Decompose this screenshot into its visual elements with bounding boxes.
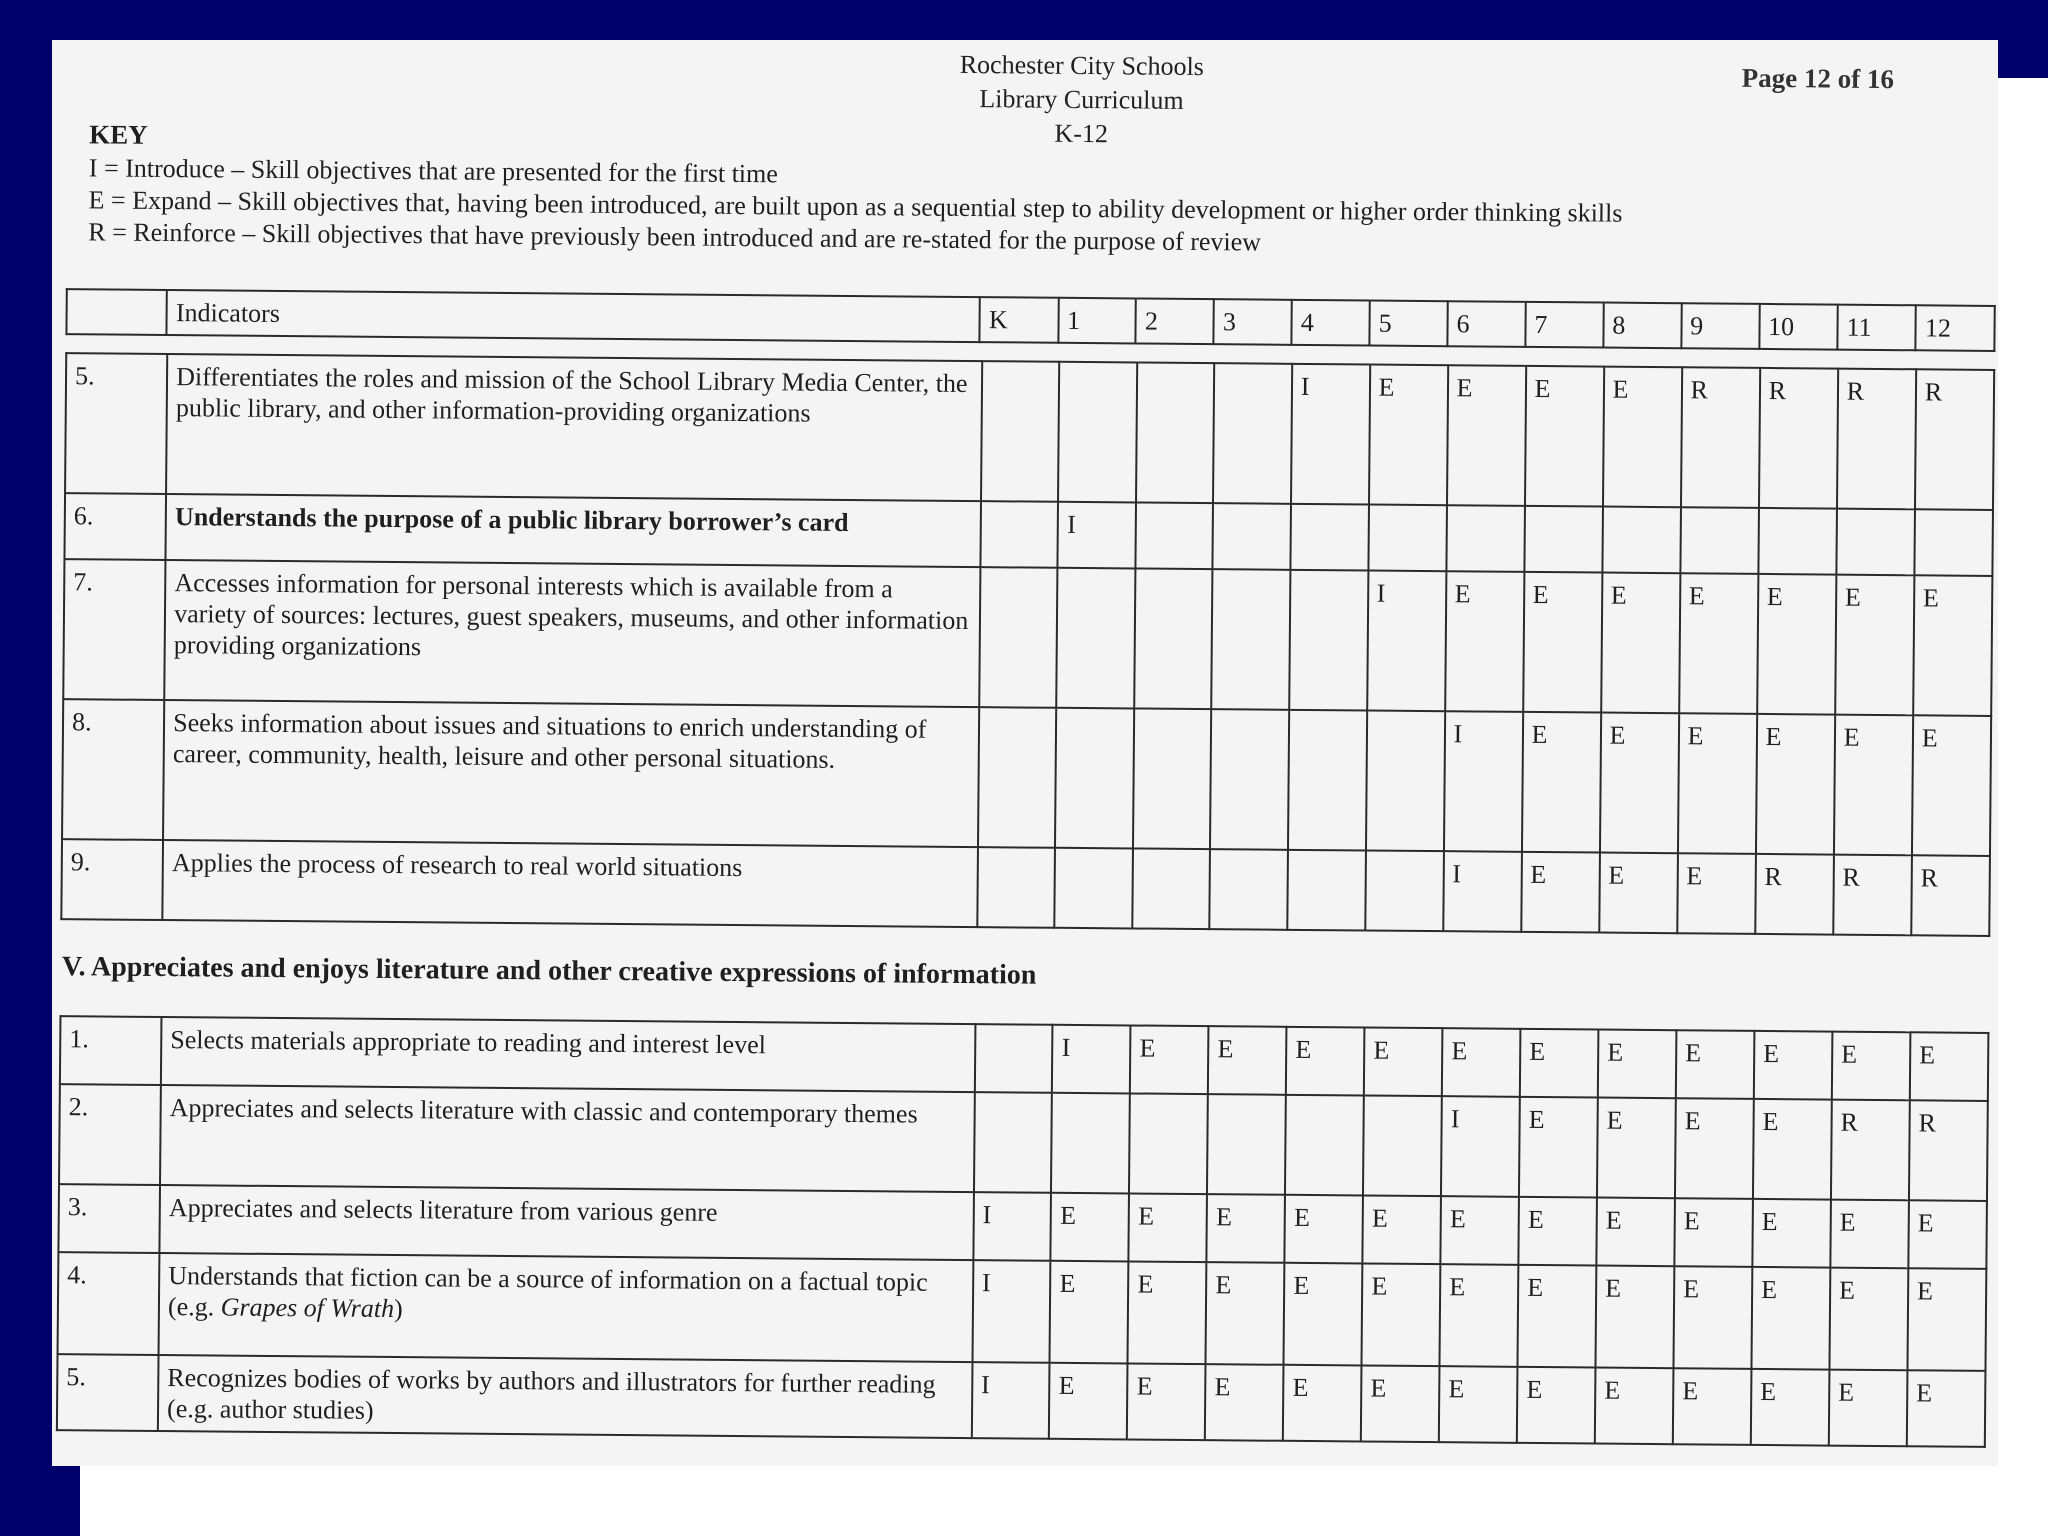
grade-mark-cell: E: [1127, 1363, 1206, 1440]
grade-mark-cell: E: [1368, 365, 1447, 506]
grade-mark-cell: [1368, 505, 1447, 572]
grade-mark-cell: E: [1835, 575, 1914, 716]
grade-mark-cell: E: [1517, 1367, 1596, 1444]
table-row: [63, 559, 1992, 716]
grade-mark-cell: E: [1439, 1366, 1518, 1443]
row-number: 6.: [64, 493, 166, 560]
row-number: 5.: [57, 1354, 159, 1431]
grade-mark-cell: R: [1755, 854, 1834, 935]
grade-mark-cell: E: [1049, 1363, 1128, 1440]
grade-mark-cell: E: [1364, 1027, 1443, 1096]
header-line-curriculum: Library Curriculum: [979, 84, 1184, 115]
grade-mark-cell: [1134, 568, 1213, 709]
grade-mark-cell: [975, 1024, 1053, 1093]
grade-mark-cell: [979, 567, 1058, 708]
grade-mark-cell: I: [972, 1362, 1050, 1439]
grade-mark-cell: E: [1519, 1097, 1598, 1198]
key-reinforce: R = Reinforce – Skill objectives that have previously been introduced and are re-stated for the purpose of review: [88, 217, 1262, 257]
grade-mark-cell: E: [1832, 1032, 1911, 1101]
grade-mark-cell: [1051, 1093, 1130, 1194]
grade-mark-cell: [1602, 507, 1681, 574]
grade-mark-cell: E: [1283, 1365, 1362, 1442]
grade-mark-cell: E: [1674, 1198, 1753, 1267]
grade-mark-cell: R: [1833, 855, 1912, 936]
indicator-text: Differentiates the roles and mission of the School Library Media Center, the public library, and other information-providing organizations: [166, 354, 982, 501]
grade-mark-cell: E: [1907, 1268, 1986, 1371]
grade-mark-cell: [1290, 504, 1368, 571]
grade-header-2: 2: [1136, 298, 1214, 344]
scan-content: [52, 40, 1998, 1466]
indicator-text: Understands the purpose of a public library borrower’s card: [166, 494, 981, 567]
grade-mark-cell: [1365, 850, 1444, 931]
table-row: [57, 1354, 1986, 1447]
indicator-text: Selects materials appropriate to reading and interest level: [161, 1017, 975, 1092]
grade-header-3: 3: [1214, 299, 1292, 345]
grade-mark-cell: E: [1753, 1099, 1832, 1200]
grade-mark-cell: [1680, 507, 1759, 574]
grade-mark-cell: [1914, 509, 1993, 576]
header-line-grades: K-12: [1054, 118, 1109, 149]
grade-mark-cell: [1446, 505, 1525, 572]
grade-mark-cell: [1285, 1095, 1364, 1196]
indicator-text-part: Understands that fiction can be a source of information on a factual topic (e.g.: [167, 1261, 928, 1322]
row-number: 7.: [63, 559, 165, 700]
grade-mark-cell: [1136, 362, 1215, 503]
grade-header-k: K: [980, 297, 1059, 343]
grade-mark-cell: E: [1286, 1027, 1365, 1096]
grade-mark-cell: [1129, 1093, 1208, 1194]
scanned-page: [52, 40, 1998, 1466]
grade-mark-cell: E: [1599, 853, 1678, 934]
grade-mark-cell: [1212, 569, 1291, 710]
grade-mark-cell: E: [1205, 1364, 1284, 1441]
grade-mark-cell: E: [1206, 1262, 1285, 1365]
grade-mark-cell: [981, 361, 1060, 502]
row-number: 9.: [61, 839, 163, 920]
grade-mark-cell: E: [1829, 1370, 1908, 1447]
grade-mark-cell: I: [1058, 502, 1136, 569]
row-number: 3.: [58, 1184, 160, 1253]
grade-mark-cell: E: [1673, 1368, 1752, 1445]
grade-mark-cell: [1213, 363, 1292, 504]
indicator-text: [159, 1253, 974, 1362]
grade-mark-cell: [1210, 849, 1288, 930]
grade-mark-cell: I: [1443, 711, 1522, 852]
grade-mark-cell: [978, 707, 1057, 848]
indicator-text: Seeks information about issues and situations to enrich understanding of career, community, health, leisure and other personal situations.: [163, 700, 979, 847]
header-num-cell: [66, 289, 167, 335]
grade-header-6: 6: [1447, 301, 1525, 347]
grade-mark-cell: E: [1361, 1365, 1440, 1442]
grade-header-5: 5: [1369, 301, 1447, 347]
row-number: 4.: [58, 1252, 160, 1355]
grade-mark-cell: E: [1601, 573, 1680, 714]
grade-mark-cell: E: [1440, 1264, 1519, 1367]
key-expand: E = Expand – Skill objectives that, having been introduced, are built upon as a sequential step to ability development or higher order thinking skills: [88, 185, 1623, 228]
grade-mark-cell: [1055, 848, 1133, 929]
grade-mark-cell: E: [1752, 1199, 1831, 1268]
grade-mark-cell: I: [1291, 364, 1370, 505]
grade-mark-cell: E: [1130, 1025, 1209, 1094]
grade-mark-cell: E: [1595, 1368, 1674, 1445]
grade-mark-cell: [1207, 1094, 1286, 1195]
grade-mark-cell: E: [1208, 1026, 1287, 1095]
grade-mark-cell: E: [1363, 1195, 1442, 1264]
grade-mark-cell: [1057, 568, 1136, 709]
indicator-text-part: ): [393, 1294, 403, 1324]
grade-mark-cell: E: [1596, 1266, 1675, 1369]
grade-mark-cell: E: [1754, 1031, 1833, 1100]
table-row: [61, 839, 1990, 936]
grade-mark-cell: I: [1367, 571, 1446, 712]
grade-mark-cell: [980, 501, 1058, 568]
grade-mark-cell: [1055, 708, 1134, 849]
grade-mark-cell: E: [1598, 1030, 1677, 1099]
grade-mark-cell: I: [972, 1260, 1051, 1363]
grade-mark-cell: I: [1443, 851, 1522, 932]
row-number: 2.: [59, 1084, 161, 1185]
grade-mark-cell: E: [1674, 1266, 1753, 1369]
grade-mark-cell: E: [1756, 714, 1835, 855]
grade-mark-cell: E: [1829, 1268, 1908, 1371]
header-line-school: Rochester City Schools: [959, 49, 1204, 82]
grade-mark-cell: E: [1908, 1200, 1987, 1269]
grade-mark-cell: [1363, 1095, 1442, 1196]
grade-mark-cell: E: [1051, 1193, 1130, 1262]
grade-header-4: 4: [1292, 300, 1370, 346]
grade-mark-cell: E: [1676, 1030, 1755, 1099]
grade-mark-cell: R: [1759, 368, 1838, 509]
grade-mark-cell: E: [1751, 1369, 1830, 1446]
table-row: [59, 1084, 1988, 1201]
indicator-text: Appreciates and selects literature from various genre: [159, 1185, 973, 1260]
grade-mark-cell: E: [1834, 715, 1913, 856]
grade-mark-cell: I: [1441, 1096, 1520, 1197]
grade-mark-cell: E: [1757, 574, 1836, 715]
grade-mark-cell: E: [1830, 1200, 1909, 1269]
grade-mark-cell: E: [1445, 571, 1524, 712]
indicators-table-v: [56, 1015, 1990, 1448]
grade-mark-cell: E: [1679, 573, 1758, 714]
grade-header-8: 8: [1603, 303, 1681, 349]
row-number: 1.: [60, 1016, 162, 1085]
grade-mark-cell: [974, 1092, 1052, 1193]
grade-header-7: 7: [1525, 302, 1603, 348]
grade-mark-cell: E: [1596, 1198, 1675, 1267]
table-row: [62, 699, 1991, 856]
grade-mark-cell: E: [1913, 575, 1992, 716]
grade-mark-cell: E: [1129, 1193, 1208, 1262]
indicator-text: Applies the process of research to real world situations: [162, 840, 978, 927]
grade-mark-cell: R: [1681, 367, 1760, 508]
grade-mark-cell: E: [1518, 1197, 1597, 1266]
grade-mark-cell: [1365, 710, 1444, 851]
grade-mark-cell: E: [1751, 1267, 1830, 1370]
grade-mark-cell: E: [1520, 1029, 1599, 1098]
key-introduce: I = Introduce – Skill objectives that are presented for the first time: [88, 153, 778, 189]
indicator-text: Recognizes bodies of works by authors and illustrators for further reading (e.g. author studies): [158, 1355, 972, 1438]
table-row: [58, 1252, 1987, 1371]
grade-mark-cell: E: [1603, 367, 1682, 508]
grade-mark-cell: [1058, 362, 1137, 503]
grade-mark-cell: E: [1600, 713, 1679, 854]
grade-mark-cell: R: [1911, 855, 1990, 936]
grade-mark-cell: E: [1678, 713, 1757, 854]
grade-mark-cell: R: [1837, 369, 1916, 510]
table-row: [65, 353, 1994, 510]
indicator-title-italic: Grapes of Wrath: [220, 1292, 395, 1324]
grade-mark-cell: R: [1909, 1100, 1988, 1201]
grade-mark-cell: E: [1362, 1263, 1441, 1366]
grade-mark-cell: [1288, 710, 1367, 851]
grade-mark-cell: [1213, 503, 1291, 570]
key-title: KEY: [89, 119, 148, 150]
grade-header-12: 12: [1916, 305, 1995, 351]
grade-mark-cell: E: [1522, 712, 1601, 853]
grade-mark-cell: E: [1447, 365, 1526, 506]
grade-header-9: 9: [1681, 303, 1759, 349]
grade-mark-cell: I: [1052, 1025, 1131, 1094]
slide-border-left: [0, 0, 52, 1536]
indicators-header: Indicators: [167, 290, 980, 342]
grade-mark-cell: E: [1910, 1032, 1989, 1101]
key-legend: [88, 118, 1623, 261]
grade-mark-cell: [1758, 508, 1837, 575]
row-number: 8.: [62, 699, 164, 840]
grade-mark-cell: E: [1521, 852, 1600, 933]
section-v-title: V. Appreciates and enjoys literature and other creative expressions of information: [61, 951, 1037, 991]
grade-mark-cell: E: [1518, 1265, 1597, 1368]
grade-mark-cell: E: [1675, 1098, 1754, 1199]
grade-mark-cell: [1210, 709, 1289, 850]
grade-header-1: 1: [1058, 298, 1136, 344]
indicator-text: Accesses information for personal interests which is available from a variety of sources: lectures, guest speakers, museums, and other information providing organizations: [164, 560, 980, 707]
grade-mark-cell: R: [1915, 369, 1994, 510]
grade-mark-cell: [1287, 850, 1365, 931]
grade-header-10: 10: [1759, 304, 1838, 350]
slide-border-right: [1996, 0, 2048, 78]
grade-mark-cell: E: [1441, 1196, 1520, 1265]
grade-mark-cell: [1524, 506, 1603, 573]
grade-mark-cell: E: [1912, 715, 1991, 856]
page-number: Page 12 of 16: [1741, 62, 1895, 95]
grade-mark-cell: E: [1523, 572, 1602, 713]
grade-mark-cell: E: [1525, 366, 1604, 507]
column-header-table: [65, 288, 1995, 352]
grade-mark-cell: E: [1907, 1370, 1986, 1447]
grade-mark-cell: E: [1677, 853, 1756, 934]
grade-mark-cell: I: [973, 1192, 1051, 1261]
grade-mark-cell: [1133, 708, 1212, 849]
indicator-text: Appreciates and selects literature with classic and contemporary themes: [160, 1085, 975, 1192]
grade-mark-cell: [1136, 502, 1214, 569]
grade-mark-cell: E: [1284, 1263, 1363, 1366]
slide-border-corner: [0, 1466, 80, 1536]
grade-mark-cell: [1836, 509, 1915, 576]
grade-mark-cell: E: [1285, 1195, 1364, 1264]
grade-mark-cell: [977, 847, 1055, 928]
grade-mark-cell: E: [1050, 1261, 1129, 1364]
grade-mark-cell: R: [1831, 1100, 1910, 1201]
grade-header-11: 11: [1837, 305, 1916, 351]
grade-mark-cell: [1132, 848, 1210, 929]
grade-mark-cell: E: [1128, 1261, 1207, 1364]
grade-mark-cell: [1289, 570, 1368, 711]
grade-mark-cell: E: [1597, 1098, 1676, 1199]
slide-border-top: [0, 0, 2048, 40]
grade-mark-cell: E: [1207, 1194, 1286, 1263]
indicators-table-iv: [60, 352, 1995, 937]
row-number: 5.: [65, 353, 167, 494]
grade-mark-cell: E: [1442, 1028, 1521, 1097]
